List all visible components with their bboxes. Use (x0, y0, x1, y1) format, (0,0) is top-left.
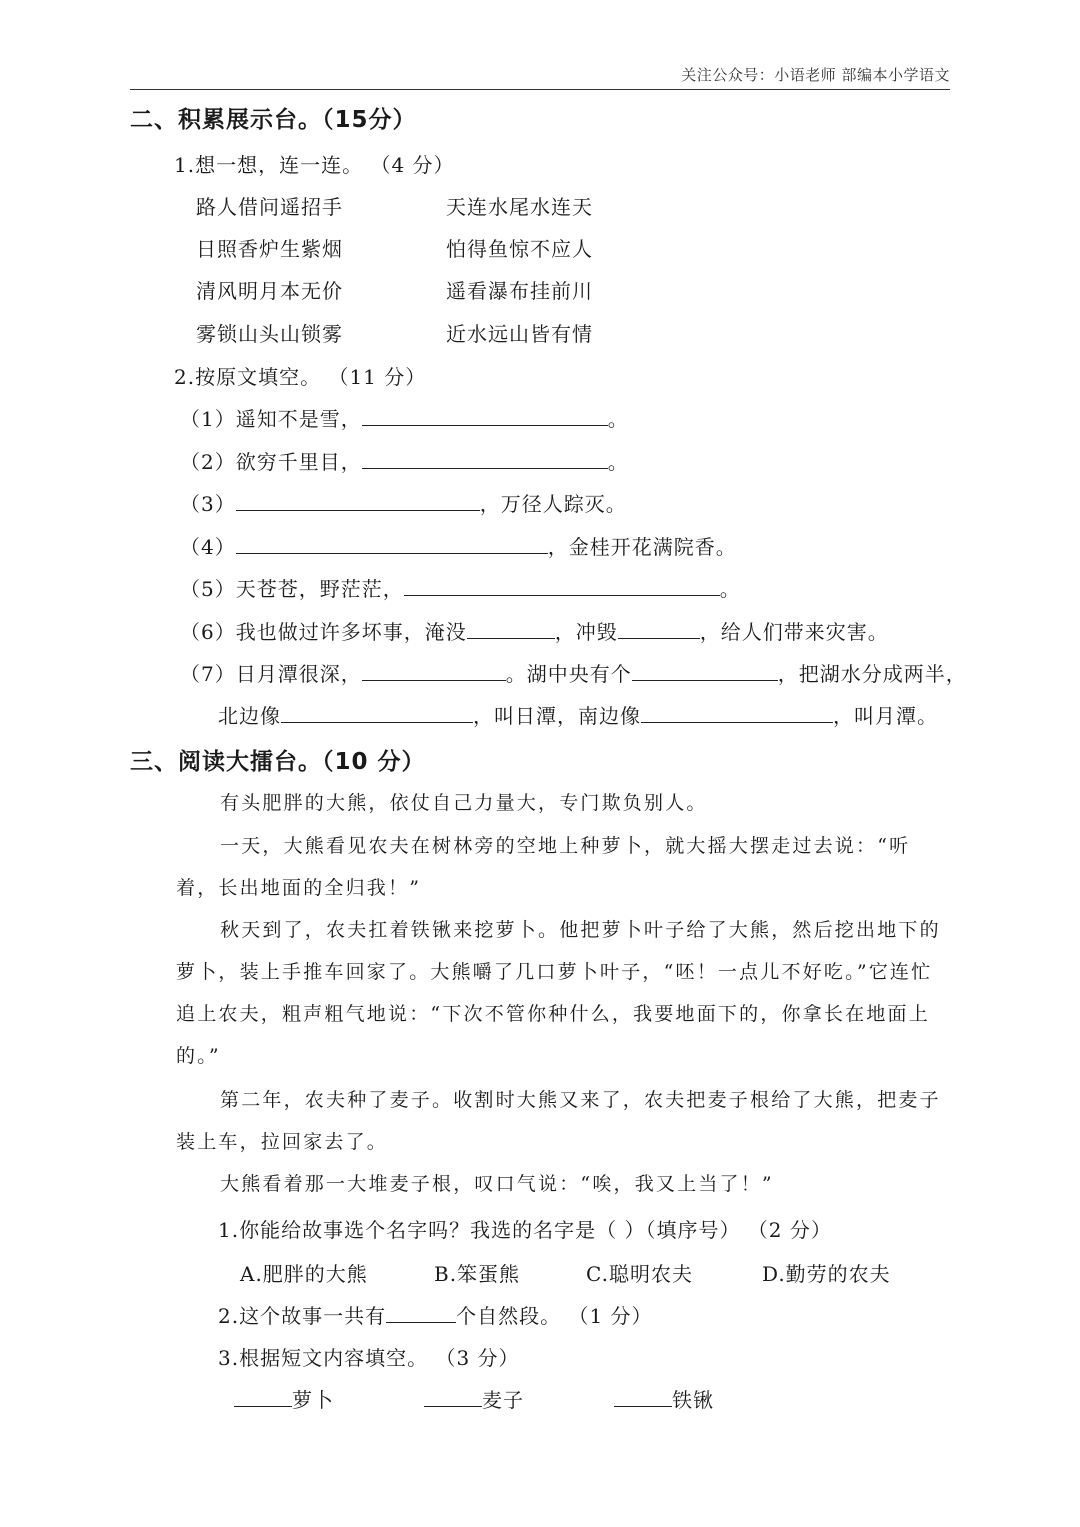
match-left-1[interactable]: 路人借问遥招手 (196, 195, 343, 219)
s2-q2-title: 2.按原文填空。 （11 分） (174, 365, 427, 389)
section-3-title: 三、阅读大擂台。（10 分） (130, 749, 426, 775)
story-paragraph-4: 第二年，农夫种了麦子。收割时大熊又来了，农夫把麦子根给了大熊，把麦子装上车，拉回家去了。 (176, 1089, 941, 1153)
story-paragraph-3: 秋天到了，农夫扛着铁锹来挖萝卜。他把萝卜叶子给了大熊，然后挖出地下的萝卜，装上手推车回家了。大熊嚼了几口萝卜叶子，“呸！一点儿不好吃。”它连忙追上农夫，粗声粗气地说：“下次不管你种什么，我要地面下的，你拿长在地面上的。” (176, 919, 941, 1067)
match-right-4[interactable]: 近水远山皆有情 (446, 322, 593, 346)
fill-blank-tieqiao[interactable] (614, 1386, 672, 1407)
match-left-2[interactable]: 日照香炉生紫烟 (196, 237, 343, 261)
fill-blank-5[interactable] (404, 575, 720, 596)
fill-item-5: （5）天苍苍，野茫茫， 。 (180, 577, 741, 601)
match-right-2[interactable]: 怕得鱼惊不应人 (446, 237, 593, 261)
match-left-3[interactable]: 清风明月本无价 (196, 279, 343, 303)
fill-blank-7d[interactable] (641, 702, 833, 723)
option-a[interactable]: A.肥胖的大熊 (240, 1262, 368, 1286)
option-d[interactable]: D.勤劳的农夫 (762, 1262, 891, 1286)
fill-item-1: （1）遥知不是雪， 。 (180, 407, 629, 431)
fill-item-4: （4） ，金桂开花满院香。 (180, 535, 737, 559)
fill-tieqiao: 铁锹 (614, 1384, 714, 1413)
paragraph-count-blank[interactable] (386, 1302, 456, 1323)
option-c[interactable]: C.聪明农夫 (586, 1262, 693, 1286)
fill-luobo: 萝卜 (234, 1384, 334, 1413)
fill-item-2: （2）欲穷千里目， 。 (180, 450, 629, 474)
fill-blank-maizi[interactable] (424, 1386, 482, 1407)
fill-blank-6b[interactable] (618, 618, 700, 639)
header-rule (130, 89, 950, 90)
fill-maizi: 麦子 (424, 1384, 524, 1413)
fill-blank-2[interactable] (362, 448, 608, 469)
s2-q1-title: 1.想一想，连一连。 （4 分） (174, 153, 455, 177)
section-2-title: 二、积累展示台。（15分） (130, 107, 417, 133)
fill-item-6: （6）我也做过许多坏事，淹没 ，冲毁 ，给人们带来灾害。 (180, 620, 889, 644)
s3-q3-title: 3.根据短文内容填空。 （3 分） (218, 1346, 520, 1370)
fill-blank-4[interactable] (236, 533, 548, 554)
story-paragraph-5: 大熊看着那一大堆麦子根，叹口气说：“唉，我又上当了！” (220, 1173, 774, 1195)
option-b[interactable]: B.笨蛋熊 (434, 1262, 521, 1286)
page-header: 关注公众号：小语老师 部编本小学语文 (681, 66, 950, 84)
match-right-1[interactable]: 天连水尾水连天 (446, 195, 593, 219)
fill-blank-7c[interactable] (281, 702, 473, 723)
fill-blank-6a[interactable] (467, 618, 555, 639)
fill-blank-7b[interactable] (632, 660, 778, 681)
match-left-4[interactable]: 雾锁山头山锁雾 (196, 322, 343, 346)
fill-item-7: （7）日月潭很深， 。湖中央有个 ，把湖水分成两半， (180, 662, 967, 686)
s3-q2: 2.这个故事一共有 个自然段。 （1 分） (218, 1304, 653, 1328)
story-paragraph-2: 一天，大熊看见农夫在树林旁的空地上种萝卜，就大摇大摆走过去说：“听着，长出地面的全归我！” (176, 835, 911, 899)
match-right-3[interactable]: 遥看瀑布挂前川 (446, 279, 593, 303)
fill-blank-luobo[interactable] (234, 1386, 292, 1407)
fill-item-7-cont: 北边像 ，叫日潭，南边像 ，叫月潭。 (218, 704, 938, 728)
fill-item-3: （3） ，万径人踪灭。 (180, 492, 627, 516)
fill-blank-1[interactable] (362, 405, 608, 426)
s3-q1-title: 1.你能给故事选个名字吗？我选的名字是（ ）（填序号） （2 分） (218, 1218, 832, 1242)
fill-blank-7a[interactable] (362, 660, 506, 681)
story-paragraph-1: 有头肥胖的大熊，依仗自己力量大，专门欺负别人。 (220, 792, 708, 814)
fill-blank-3[interactable] (236, 490, 480, 511)
